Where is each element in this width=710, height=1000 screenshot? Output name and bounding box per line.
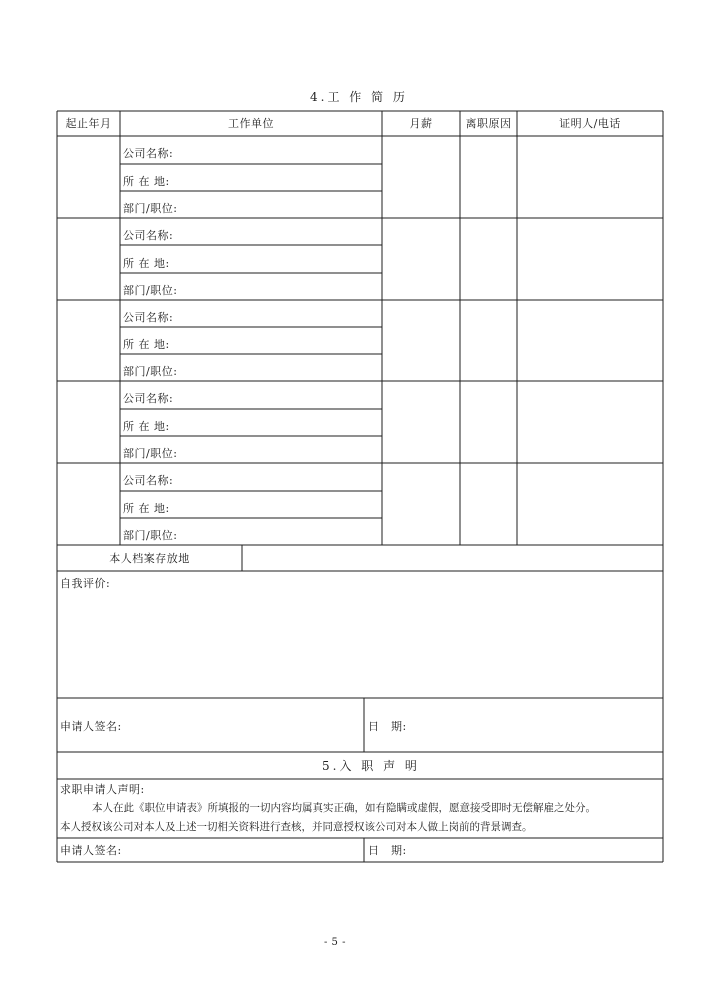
- header-salary: 月薪: [409, 117, 433, 130]
- entry-company-label: 公司名称:: [123, 474, 174, 487]
- declaration-date-label: 日 期:: [368, 844, 407, 857]
- section-title-declaration: 5.入 职 声 明: [322, 759, 420, 773]
- header-period: 起止年月: [65, 117, 112, 130]
- section-title-work-history: 4.工 作 简 历: [310, 90, 408, 104]
- entry-position-label: 部门/职位:: [123, 365, 178, 378]
- declaration-line-2: 本人授权该公司对本人及上述一切相关资料进行查核，并同意授权该公司对本人做上岗前的背景调查。: [60, 821, 533, 833]
- entry-company-label: 公司名称:: [123, 311, 174, 324]
- date-label: 日 期:: [368, 720, 407, 733]
- entry-location-label: 所 在 地:: [123, 420, 170, 433]
- archive-location-label: 本人档案存放地: [109, 552, 190, 565]
- entry-location-label: 所 在 地:: [123, 338, 170, 351]
- entry-position-label: 部门/职位:: [123, 284, 178, 297]
- entry-company-label: 公司名称:: [123, 147, 174, 160]
- declaration-heading: 求职申请人声明:: [60, 783, 145, 796]
- entry-company-label: 公司名称:: [123, 229, 174, 242]
- entry-position-label: 部门/职位:: [123, 202, 178, 215]
- header-reference: 证明人/电话: [559, 117, 621, 130]
- page-number: - 5 -: [324, 937, 346, 948]
- self-evaluation-label: 自我评价:: [60, 577, 111, 590]
- declaration-signature-label: 申请人签名:: [60, 844, 122, 857]
- header-employer: 工作单位: [228, 117, 274, 130]
- entry-company-label: 公司名称:: [123, 392, 174, 405]
- entry-location-label: 所 在 地:: [123, 502, 170, 515]
- header-leave-reason: 离职原因: [465, 117, 512, 130]
- entry-position-label: 部门/职位:: [123, 447, 178, 460]
- entry-location-label: 所 在 地:: [123, 257, 170, 270]
- entry-position-label: 部门/职位:: [123, 529, 178, 542]
- declaration-line-1: 本人在此《职位申请表》所填报的一切内容均属真实正确，如有隐瞒或虚假，愿意接受即时无偿解雇之处分。: [92, 802, 596, 814]
- signature-label: 申请人签名:: [60, 720, 122, 733]
- entry-location-label: 所 在 地:: [123, 175, 170, 188]
